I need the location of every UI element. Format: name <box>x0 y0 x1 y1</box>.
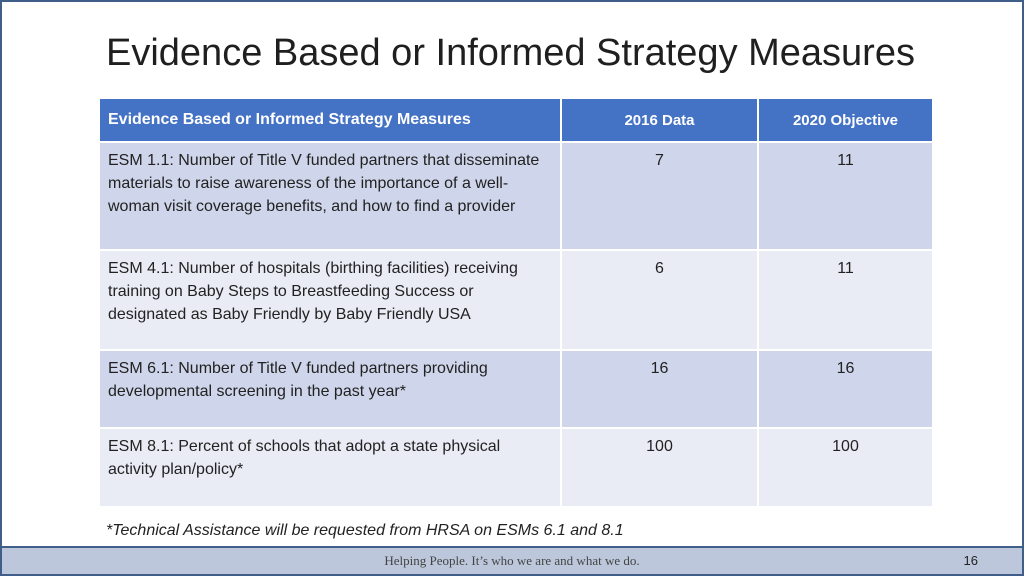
footnote: *Technical Assistance will be requested from HRSA on ESMs 6.1 and 8.1 <box>106 522 624 539</box>
objective-2020-cell: 16 <box>759 351 932 427</box>
table-row <box>100 429 932 506</box>
table-header-row <box>100 99 932 141</box>
measure-cell: ESM 4.1: Number of hospitals (birthing facilities) receiving training on Baby Steps to Breastfeeding Success or designated as Baby Friendly by Baby Friendly USA <box>100 251 560 349</box>
objective-2020-cell: 100 <box>759 429 932 506</box>
header-2020-objective: 2020 Objective <box>759 99 932 141</box>
objective-2020-cell: 11 <box>759 251 932 349</box>
measure-cell: ESM 1.1: Number of Title V funded partners that disseminate materials to raise awareness of the importance of a well-woman visit coverage benefits, and how to find a provider <box>100 143 560 249</box>
table-row <box>100 251 932 349</box>
footer-bar <box>2 546 1022 574</box>
header-measures: Evidence Based or Informed Strategy Measures <box>100 99 560 141</box>
data-2016-cell: 100 <box>562 429 757 506</box>
table-row <box>100 351 932 427</box>
data-2016-cell: 7 <box>562 143 757 249</box>
data-2016-cell: 6 <box>562 251 757 349</box>
objective-2020-cell: 11 <box>759 143 932 249</box>
measure-cell: ESM 6.1: Number of Title V funded partners providing developmental screening in the past year* <box>100 351 560 427</box>
header-2016-data: 2016 Data <box>562 99 757 141</box>
footer-tagline: Helping People. It’s who we are and what we do. <box>384 553 640 568</box>
measures-table <box>98 97 934 508</box>
measure-cell: ESM 8.1: Percent of schools that adopt a state physical activity plan/policy* <box>100 429 560 506</box>
slide-title: Evidence Based or Informed Strategy Measures <box>106 32 915 74</box>
table-row <box>100 143 932 249</box>
page-number: 16 <box>963 553 978 568</box>
data-2016-cell: 16 <box>562 351 757 427</box>
